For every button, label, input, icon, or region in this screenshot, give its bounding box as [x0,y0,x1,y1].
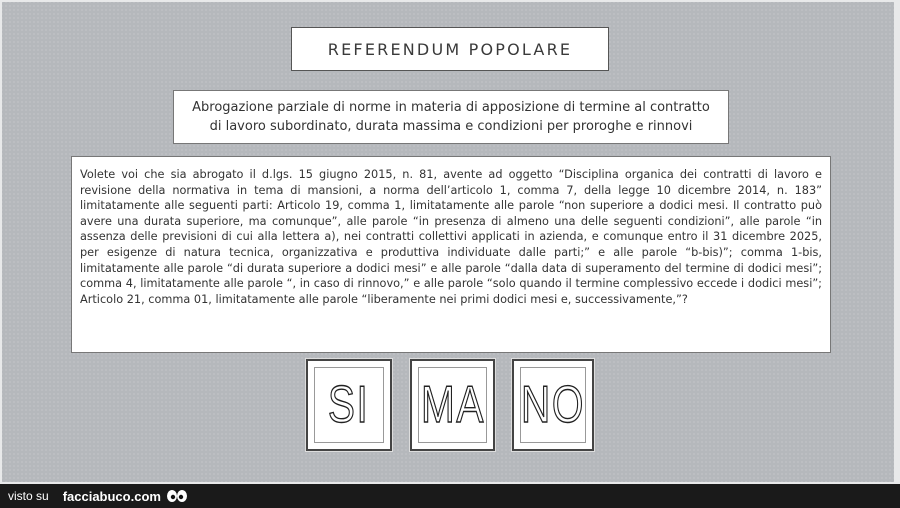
vote-ma-label: MA [420,376,485,434]
vote-no-button[interactable] [512,359,594,451]
vote-si-button[interactable] [306,359,392,451]
title-box [291,27,609,71]
question-box [71,156,831,353]
subtitle-box [173,90,729,144]
footer-site-link[interactable]: facciabuco.com [62,488,161,504]
eyes-icon [166,489,188,503]
subtitle-line-1: Abrogazione parziale di norme in materia di apposizione di termine al contratto [192,100,710,115]
footer-bar [0,484,900,508]
page-title: REFERENDUM POPOLARE [327,39,573,59]
vote-no-label: NO [521,376,585,434]
question-text: Volete voi che sia abrogato il d.lgs. 15 giugno 2015, n. 81, avente ad oggetto “Disciplina organica dei contratti di lavoro e revisione della normativa in tema di mansioni, a norma dell’articolo 1, comma 7, della legge 10 dicembre 2014, n. 183” limitatamente alle seguenti parti: Articolo 19, comma 1, limitatamente alle parole “non superiore a dodici mesi. Il contratto può avere una durata superiore, ma comunque”, alle parole “in presenza di almeno una delle seguenti condizioni”, alle parole “in assenza delle previsioni di cui alla lettera a), nei contratti collettivi applicati in azienda, e comunque entro il 31 dicembre 2025, per esigenze di natura tecnica, organizzativa e produttiva individuate dalle parti;” e alle parole “b-bis)”; comma 1-bis, limitatamente alle parole “di durata superiore a dodici mesi” e alle parole “dalla data di superamento del termine di dodici mesi”; comma 4, limitatamente alle parole “, in caso di rinnovo,” e alle parole “solo quando il termine complessivo eccede i dodici mesi”; Articolo 21, comma 01, limitatamente alle parole “liberamente nei primi dodici mesi e, successivamente,”? [80,168,822,306]
vote-ma-button[interactable] [410,359,495,451]
subtitle [192,98,710,136]
vote-si-label: SI [328,376,370,434]
subtitle-line-2: di lavoro subordinato, durata massima e condizioni per proroghe e rinnovi [209,119,693,134]
footer-visto-text: visto su [8,489,49,503]
